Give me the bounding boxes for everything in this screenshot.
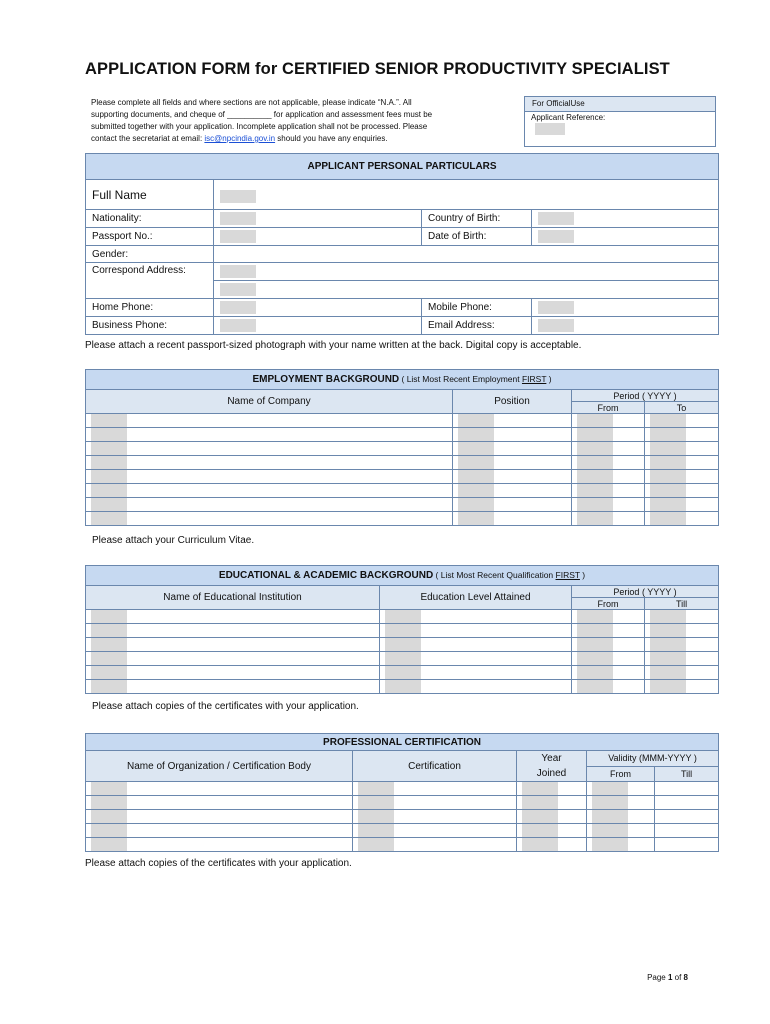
table-cell[interactable] — [353, 824, 517, 838]
table-cell[interactable] — [572, 484, 645, 498]
table-cell[interactable] — [517, 796, 587, 810]
address-line-2-input[interactable] — [220, 283, 256, 296]
employment-row — [86, 498, 719, 512]
employment-header-title: EMPLOYMENT BACKGROUND — [252, 374, 400, 385]
col-to-header: To — [645, 402, 719, 414]
email-address-input[interactable] — [538, 319, 574, 332]
cell-input[interactable] — [577, 456, 613, 469]
employment-header-note-text: ) — [546, 374, 552, 384]
date-of-birth-input[interactable] — [538, 230, 574, 243]
table-cell[interactable] — [572, 680, 645, 694]
table-cell[interactable] — [86, 810, 353, 824]
business-phone-label: Business Phone: — [86, 317, 214, 335]
cell-input[interactable] — [592, 796, 628, 809]
cell-input[interactable] — [650, 624, 686, 637]
cell-input[interactable] — [91, 624, 127, 637]
employment-table — [85, 369, 719, 526]
nationality-input[interactable] — [220, 212, 256, 225]
education-row — [86, 652, 719, 666]
table-cell[interactable] — [517, 824, 587, 838]
table-cell[interactable] — [655, 782, 719, 796]
mobile-phone-label: Mobile Phone: — [422, 299, 532, 317]
table-cell[interactable] — [645, 428, 719, 442]
cell-input[interactable] — [91, 512, 127, 525]
table-cell[interactable] — [645, 610, 719, 624]
form-title: APPLICATION FORM for CERTIFIED SENIOR PRODUCTIVITY SPECIALIST — [85, 60, 670, 78]
table-cell[interactable] — [453, 484, 572, 498]
cell-input[interactable] — [358, 796, 394, 809]
table-cell[interactable] — [380, 652, 572, 666]
address-label: Correspond Address: — [86, 263, 214, 299]
education-row — [86, 610, 719, 624]
table-cell[interactable] — [517, 838, 587, 852]
page-current: 1 — [667, 973, 673, 982]
certification-row — [86, 810, 719, 824]
table-cell[interactable] — [587, 796, 655, 810]
col-year-joined-header — [517, 751, 587, 782]
table-cell[interactable] — [645, 680, 719, 694]
table-cell[interactable] — [572, 610, 645, 624]
passport-label: Passport No.: — [86, 228, 214, 246]
instructions — [91, 97, 516, 145]
date-of-birth-label: Date of Birth: — [422, 228, 532, 246]
cell-input[interactable] — [458, 428, 494, 441]
address-line-1-input[interactable] — [220, 265, 256, 278]
col-org-header: Name of Organization / Certification Body — [86, 751, 353, 782]
employment-row — [86, 414, 719, 428]
instructions-text: contact the secretariat at email: — [91, 134, 205, 143]
cell-input[interactable] — [91, 484, 127, 497]
secretariat-email-link[interactable]: isc@npcindia.gov.in — [204, 134, 276, 143]
education-row — [86, 666, 719, 680]
col-year-text: Year — [541, 753, 562, 764]
instructions-line: supporting documents, and cheque of __________ for application and assessment fees must be — [91, 110, 433, 119]
certification-row — [86, 782, 719, 796]
cell-input[interactable] — [91, 838, 127, 851]
table-cell[interactable] — [572, 414, 645, 428]
table-cell[interactable] — [655, 796, 719, 810]
table-cell[interactable] — [380, 680, 572, 694]
table-cell[interactable] — [572, 456, 645, 470]
table-cell[interactable] — [587, 782, 655, 796]
education-table — [85, 565, 719, 694]
table-cell[interactable] — [645, 512, 719, 526]
table-cell[interactable] — [86, 498, 453, 512]
cell-input[interactable] — [650, 652, 686, 665]
business-phone-input[interactable] — [220, 319, 256, 332]
cell-input[interactable] — [522, 838, 558, 851]
cell-input[interactable] — [91, 428, 127, 441]
col-till-header: Till — [645, 598, 719, 610]
certification-rows — [86, 782, 719, 852]
page-total: 8 — [683, 973, 688, 982]
col-from-header: From — [587, 766, 655, 782]
table-cell[interactable] — [655, 838, 719, 852]
applicant-reference-field[interactable] — [535, 123, 565, 135]
cell-input[interactable] — [650, 680, 686, 693]
cell-input[interactable] — [577, 470, 613, 483]
cell-input[interactable] — [577, 414, 613, 427]
cell-input[interactable] — [91, 442, 127, 455]
table-cell[interactable] — [645, 470, 719, 484]
home-phone-label: Home Phone: — [86, 299, 214, 317]
cell-input[interactable] — [650, 414, 686, 427]
education-row — [86, 638, 719, 652]
employment-header-note — [399, 374, 551, 384]
cert-copies-note: Please attach copies of the certificates with your application. — [85, 858, 352, 869]
page-text: of — [672, 973, 684, 982]
table-cell[interactable] — [86, 624, 380, 638]
col-joined-text: Joined — [536, 768, 567, 779]
photo-note: Please attach a recent passport-sized photograph with your name written at the back. Digital copy is acceptable. — [85, 340, 582, 351]
cell-input[interactable] — [577, 428, 613, 441]
cell-input[interactable] — [650, 610, 686, 623]
table-cell[interactable] — [86, 838, 353, 852]
table-cell[interactable] — [86, 470, 453, 484]
country-of-birth-field[interactable] — [532, 210, 719, 228]
col-position-header: Position — [453, 390, 572, 414]
cell-input[interactable] — [91, 782, 127, 795]
official-use-header: For OfficialUse — [525, 97, 715, 112]
cell-input[interactable] — [577, 680, 613, 693]
table-cell[interactable] — [453, 414, 572, 428]
cell-input[interactable] — [91, 638, 127, 651]
cell-input[interactable] — [358, 824, 394, 837]
cell-input[interactable] — [458, 484, 494, 497]
table-cell[interactable] — [572, 624, 645, 638]
passport-field[interactable] — [214, 228, 422, 246]
cell-input[interactable] — [91, 414, 127, 427]
cell-input[interactable] — [577, 638, 613, 651]
employment-row — [86, 428, 719, 442]
table-cell[interactable] — [353, 838, 517, 852]
cell-input[interactable] — [91, 810, 127, 823]
table-cell[interactable] — [380, 624, 572, 638]
cell-input[interactable] — [650, 456, 686, 469]
cell-input[interactable] — [577, 498, 613, 511]
table-cell[interactable] — [655, 810, 719, 824]
col-period-header: Period ( YYYY ) — [572, 390, 719, 402]
table-cell[interactable] — [453, 512, 572, 526]
instructions-line: submitted together with your application. Incomplete application shall not be processed. Please — [91, 122, 428, 131]
cell-input[interactable] — [650, 484, 686, 497]
table-cell[interactable] — [587, 810, 655, 824]
education-header-note — [433, 570, 585, 580]
table-cell[interactable] — [86, 666, 380, 680]
table-cell[interactable] — [86, 782, 353, 796]
table-cell[interactable] — [86, 796, 353, 810]
table-cell[interactable] — [453, 456, 572, 470]
table-cell[interactable] — [572, 470, 645, 484]
email-address-field[interactable] — [532, 317, 719, 335]
table-cell[interactable] — [517, 782, 587, 796]
cell-input[interactable] — [577, 484, 613, 497]
home-phone-field[interactable] — [214, 299, 422, 317]
education-rows — [86, 610, 719, 694]
education-header-note-text: ( List Most Recent Qualification — [433, 570, 556, 580]
cell-input[interactable] — [458, 470, 494, 483]
table-cell[interactable] — [453, 470, 572, 484]
cell-input[interactable] — [91, 824, 127, 837]
country-of-birth-label: Country of Birth: — [422, 210, 532, 228]
table-cell[interactable] — [645, 442, 719, 456]
address-line-1[interactable] — [214, 263, 719, 281]
col-company-header: Name of Company — [86, 390, 453, 414]
education-row — [86, 680, 719, 694]
cell-input[interactable] — [650, 512, 686, 525]
cell-input[interactable] — [577, 652, 613, 665]
table-cell[interactable] — [380, 610, 572, 624]
certification-row — [86, 838, 719, 852]
cell-input[interactable] — [592, 782, 628, 795]
table-cell[interactable] — [353, 782, 517, 796]
cell-input[interactable] — [650, 666, 686, 679]
country-of-birth-input[interactable] — [538, 212, 574, 225]
cell-input[interactable] — [358, 810, 394, 823]
cell-input[interactable] — [650, 442, 686, 455]
cell-input[interactable] — [522, 810, 558, 823]
full-name-input[interactable] — [220, 190, 256, 203]
employment-header-note-first: FIRST — [521, 374, 547, 384]
table-cell[interactable] — [380, 638, 572, 652]
table-cell[interactable] — [86, 824, 353, 838]
cell-input[interactable] — [650, 498, 686, 511]
table-cell[interactable] — [353, 796, 517, 810]
table-cell[interactable] — [645, 498, 719, 512]
table-cell[interactable] — [86, 428, 453, 442]
page-text: Page — [647, 973, 668, 982]
employment-row — [86, 442, 719, 456]
cell-input[interactable] — [577, 512, 613, 525]
education-header-note-text: ) — [579, 570, 586, 580]
col-cert-header: Certification — [353, 751, 517, 782]
cell-input[interactable] — [358, 838, 394, 851]
employment-section-header — [86, 370, 719, 390]
education-row — [86, 624, 719, 638]
cell-input[interactable] — [385, 624, 421, 637]
table-cell[interactable] — [645, 456, 719, 470]
table-cell[interactable] — [86, 484, 453, 498]
cell-input[interactable] — [650, 638, 686, 651]
education-header-title: EDUCATIONAL & ACADEMIC BACKGROUND — [218, 570, 434, 581]
table-cell[interactable] — [453, 498, 572, 512]
instructions-text: should you have any enquiries. — [275, 134, 388, 143]
table-cell[interactable] — [86, 512, 453, 526]
email-address-label: Email Address: — [422, 317, 532, 335]
table-cell[interactable] — [86, 638, 380, 652]
cell-input[interactable] — [577, 666, 613, 679]
table-cell[interactable] — [86, 414, 453, 428]
table-cell[interactable] — [645, 666, 719, 680]
cell-input[interactable] — [91, 610, 127, 623]
table-cell[interactable] — [572, 442, 645, 456]
cell-input[interactable] — [522, 796, 558, 809]
col-institution-header: Name of Educational Institution — [86, 586, 380, 610]
col-till-header: Till — [655, 766, 719, 782]
cell-input[interactable] — [458, 414, 494, 427]
cell-input[interactable] — [91, 796, 127, 809]
certification-section-header: PROFESSIONAL CERTIFICATION — [86, 734, 719, 751]
table-cell[interactable] — [645, 484, 719, 498]
certificates-note: Please attach copies of the certificates with your application. — [92, 701, 359, 712]
cv-note: Please attach your Curriculum Vitae. — [92, 535, 255, 546]
cell-input[interactable] — [577, 610, 613, 623]
cell-input[interactable] — [358, 782, 394, 795]
table-cell[interactable] — [517, 810, 587, 824]
table-cell[interactable] — [645, 414, 719, 428]
cell-input[interactable] — [592, 824, 628, 837]
employment-row — [86, 512, 719, 526]
cell-input[interactable] — [91, 652, 127, 665]
table-cell[interactable] — [86, 456, 453, 470]
cell-input[interactable] — [385, 652, 421, 665]
table-cell[interactable] — [587, 824, 655, 838]
cell-input[interactable] — [385, 666, 421, 679]
table-cell[interactable] — [572, 498, 645, 512]
cell-input[interactable] — [458, 498, 494, 511]
cell-input[interactable] — [458, 456, 494, 469]
cell-input[interactable] — [91, 680, 127, 693]
table-cell[interactable] — [353, 810, 517, 824]
gender-label: Gender: — [86, 246, 214, 263]
employment-row — [86, 484, 719, 498]
passport-input[interactable] — [220, 230, 256, 243]
employment-row — [86, 456, 719, 470]
table-cell[interactable] — [645, 624, 719, 638]
table-cell[interactable] — [86, 680, 380, 694]
nationality-field[interactable] — [214, 210, 422, 228]
table-cell[interactable] — [655, 824, 719, 838]
business-phone-field[interactable] — [214, 317, 422, 335]
mobile-phone-field[interactable] — [532, 299, 719, 317]
cell-input[interactable] — [385, 680, 421, 693]
table-cell[interactable] — [587, 838, 655, 852]
cell-input[interactable] — [91, 666, 127, 679]
personal-section-header: APPLICANT PERSONAL PARTICULARS — [86, 154, 719, 180]
table-cell[interactable] — [453, 428, 572, 442]
col-period-header: Period ( YYYY ) — [572, 586, 719, 598]
table-cell[interactable] — [86, 652, 380, 666]
table-cell[interactable] — [86, 442, 453, 456]
table-cell[interactable] — [86, 610, 380, 624]
personal-particulars-table — [85, 153, 719, 335]
cell-input[interactable] — [91, 498, 127, 511]
table-cell[interactable] — [380, 666, 572, 680]
employment-header-note-text: ( List Most Recent Employment — [399, 374, 522, 384]
col-validity-header: Validity (MMM-YYYY ) — [587, 751, 719, 767]
full-name-label: Full Name — [86, 180, 214, 210]
instructions-line: Please complete all fields and where sections are not applicable, please indicate “N.A.”. All — [91, 98, 412, 107]
employment-row — [86, 470, 719, 484]
cell-input[interactable] — [650, 470, 686, 483]
official-use-box — [524, 96, 716, 147]
certification-row — [86, 796, 719, 810]
table-cell[interactable] — [645, 652, 719, 666]
cell-input[interactable] — [385, 638, 421, 651]
cell-input[interactable] — [650, 428, 686, 441]
certification-row — [86, 824, 719, 838]
cell-input[interactable] — [91, 470, 127, 483]
cell-input[interactable] — [522, 824, 558, 837]
cell-input[interactable] — [522, 782, 558, 795]
cell-input[interactable] — [458, 442, 494, 455]
table-cell[interactable] — [572, 428, 645, 442]
table-cell[interactable] — [645, 638, 719, 652]
full-name-field[interactable] — [214, 180, 719, 210]
education-section-header — [86, 566, 719, 586]
table-cell[interactable] — [453, 442, 572, 456]
cell-input[interactable] — [577, 624, 613, 637]
nationality-label: Nationality: — [86, 210, 214, 228]
certification-table — [85, 733, 719, 852]
table-cell[interactable] — [572, 638, 645, 652]
applicant-reference-label: Applicant Reference: — [531, 113, 606, 122]
cell-input[interactable] — [385, 610, 421, 623]
table-cell[interactable] — [572, 666, 645, 680]
mobile-phone-input[interactable] — [538, 301, 574, 314]
cell-input[interactable] — [91, 456, 127, 469]
cell-input[interactable] — [592, 838, 628, 851]
employment-rows — [86, 414, 719, 526]
cell-input[interactable] — [458, 512, 494, 525]
col-level-header: Education Level Attained — [380, 586, 572, 610]
cell-input[interactable] — [592, 810, 628, 823]
col-from-header: From — [572, 402, 645, 414]
education-header-note-first: FIRST — [555, 570, 580, 580]
col-from-header: From — [572, 598, 645, 610]
table-cell[interactable] — [572, 652, 645, 666]
table-cell[interactable] — [572, 512, 645, 526]
date-of-birth-field[interactable] — [532, 228, 719, 246]
address-line-2[interactable] — [214, 281, 719, 299]
cell-input[interactable] — [577, 442, 613, 455]
page-number — [647, 973, 688, 982]
instructions-line — [91, 133, 516, 145]
home-phone-input[interactable] — [220, 301, 256, 314]
gender-field[interactable] — [214, 246, 719, 263]
